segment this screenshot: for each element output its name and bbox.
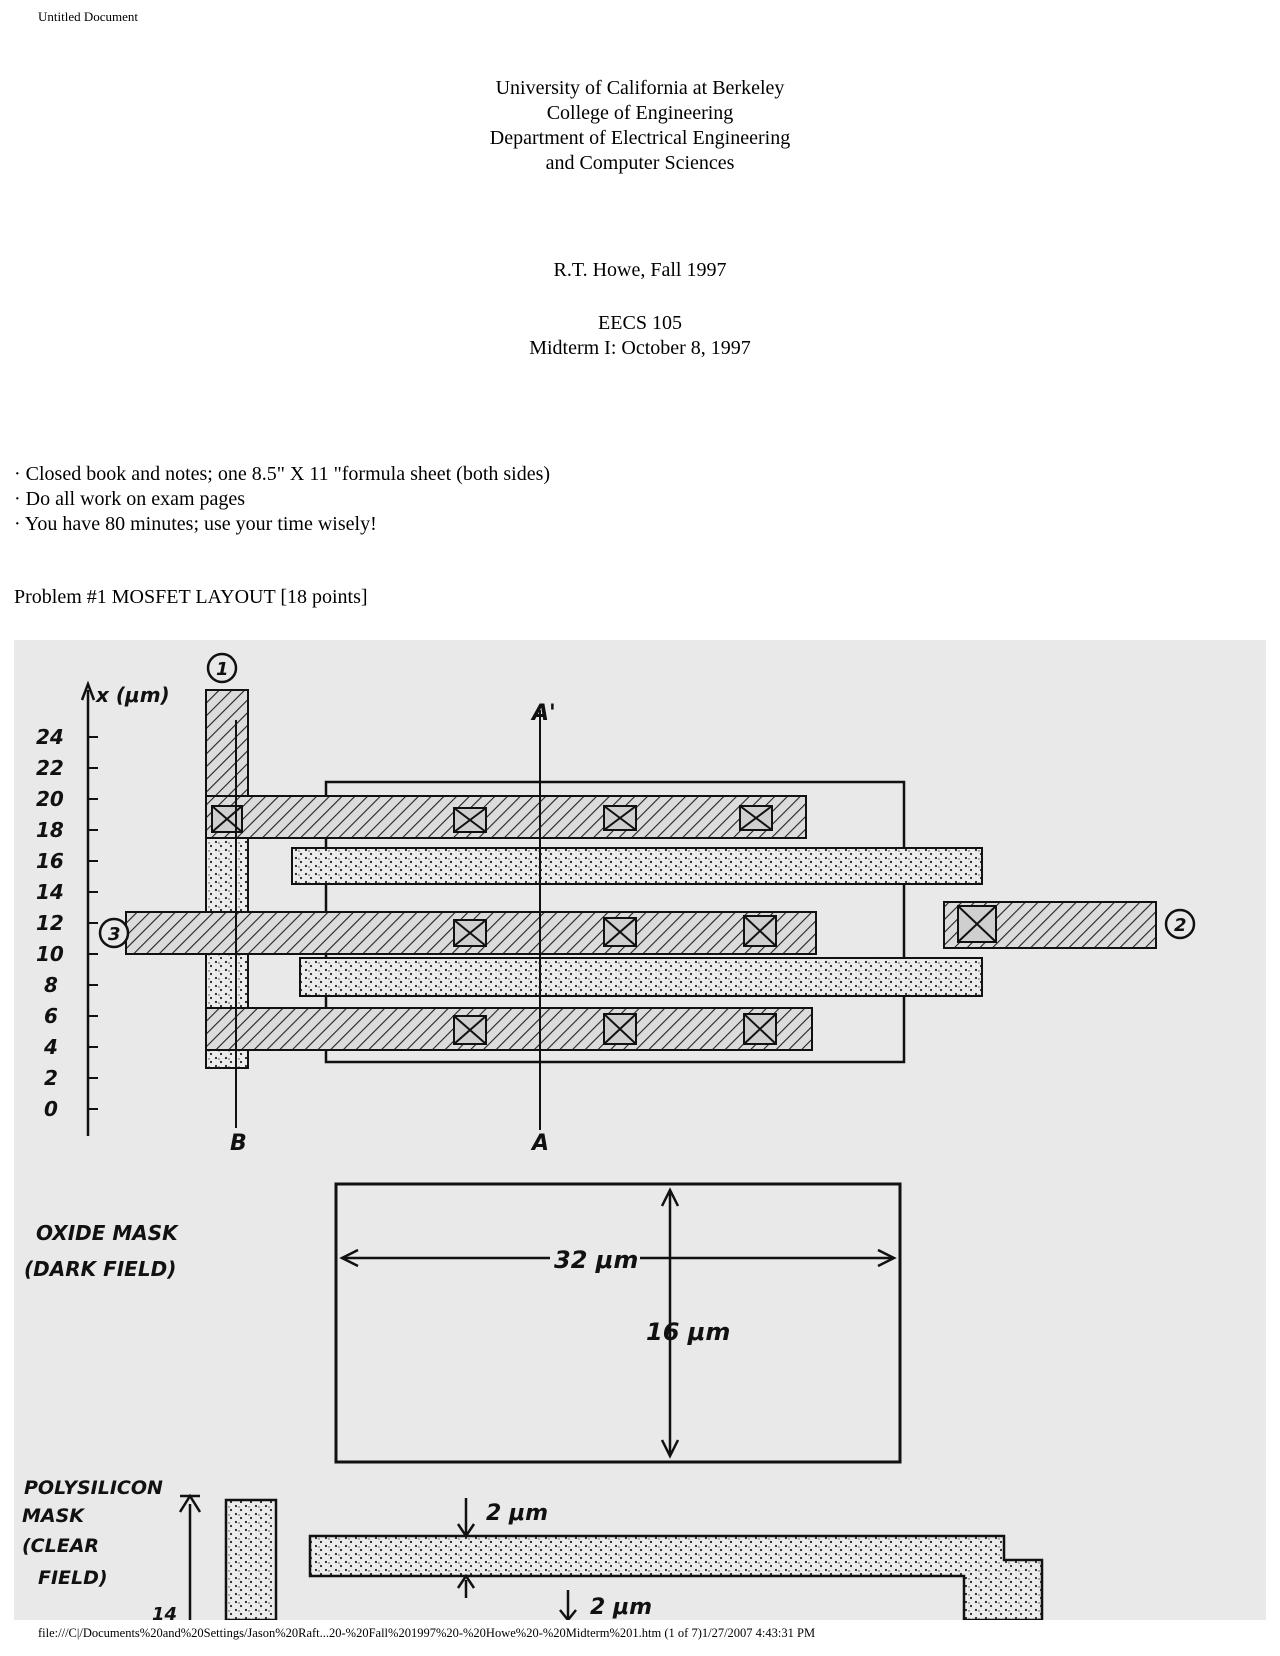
problem-title: Problem #1 MOSFET LAYOUT [18 points] — [14, 586, 368, 608]
y-tick-label: 14 — [36, 880, 64, 904]
poly-side-label: 14 — [152, 1604, 178, 1620]
metal-finger-bottom — [206, 1008, 812, 1050]
y-tick-label: 24 — [36, 725, 64, 749]
mosfet-layout-figure — [14, 640, 1266, 1620]
oxide-width-label: 32 μm — [554, 1246, 639, 1274]
course: EECS 105 — [598, 312, 682, 334]
y-tick-label: 22 — [36, 756, 64, 780]
contact — [604, 1014, 636, 1044]
contact — [740, 806, 772, 830]
section-label: A — [532, 1131, 550, 1156]
y-tick-label: 18 — [36, 818, 64, 842]
poly-mask-label: MASK — [22, 1505, 85, 1527]
y-tick-label: 2 — [44, 1066, 58, 1090]
y-tick-label: 0 — [44, 1097, 58, 1121]
instructions — [14, 462, 550, 537]
exam-title: Midterm I: October 8, 1997 — [529, 337, 751, 359]
oxide-height-label: 16 μm — [646, 1318, 731, 1346]
file-path-footer: file:///C|/Documents%20and%20Settings/Jason%20Raft...20-%20Fall%201997%20-%20Howe%20-%20Midterm%201.htm (1 of 7)1/27/2007 4:43:31 PM — [38, 1626, 816, 1640]
poly-dim-label: 2 μm — [486, 1501, 549, 1526]
institution-block — [0, 76, 1280, 176]
y-tick-label: 12 — [36, 911, 64, 935]
contact — [604, 806, 636, 830]
y-tick-label: 20 — [36, 787, 64, 811]
contact — [744, 916, 776, 946]
contact — [604, 918, 636, 946]
institution-line: and Computer Sciences — [545, 152, 735, 174]
poly-mask-label: POLYSILICON — [24, 1477, 163, 1499]
node-label: 1 — [216, 659, 229, 680]
section-label: A' — [532, 701, 556, 726]
contact — [454, 920, 486, 946]
browser-header: Untitled Document — [38, 9, 139, 24]
contact — [744, 1014, 776, 1044]
instruction-item: · You have 80 minutes; use your time wisely! — [14, 513, 377, 535]
contact — [454, 808, 486, 832]
oxide-mask-label: (DARK FIELD) — [24, 1257, 177, 1281]
poly-gate-top — [292, 848, 982, 884]
y-tick-label: 8 — [44, 973, 58, 997]
y-tick-label: 10 — [36, 942, 64, 966]
poly-gate-bottom — [300, 958, 982, 996]
instruction-item: · Do all work on exam pages — [14, 488, 246, 510]
institution-line: Department of Electrical Engineering — [489, 127, 791, 149]
poly-mask-label: (CLEAR — [22, 1535, 100, 1557]
metal-finger-top — [206, 796, 806, 838]
institution-line: College of Engineering — [546, 102, 734, 124]
poly-gate-strip — [310, 1536, 1042, 1620]
contact — [454, 1016, 486, 1044]
node-label: 3 — [108, 924, 121, 945]
y-tick-label: 4 — [44, 1035, 58, 1059]
instruction-item: · Closed book and notes; one 8.5" X 11 "formula sheet (both sides) — [14, 463, 551, 485]
author: R.T. Howe, Fall 1997 — [553, 259, 727, 281]
metal-bus-node1 — [206, 690, 248, 812]
y-tick-label: 16 — [36, 849, 64, 873]
node-label: 2 — [1174, 915, 1187, 936]
contact — [212, 806, 242, 832]
poly-vertical-strip — [226, 1500, 276, 1620]
oxide-mask-rect — [336, 1184, 900, 1462]
poly-dim-label: 2 μm — [590, 1595, 653, 1620]
y-tick-label: 6 — [44, 1004, 58, 1028]
institution-line: University of California at Berkeley — [495, 77, 785, 99]
poly-mask-label: FIELD) — [38, 1567, 108, 1589]
section-label: B — [230, 1131, 247, 1156]
oxide-mask-label: OXIDE MASK — [36, 1221, 178, 1245]
contact — [958, 906, 996, 942]
axis-label: x (μm) — [96, 683, 170, 707]
